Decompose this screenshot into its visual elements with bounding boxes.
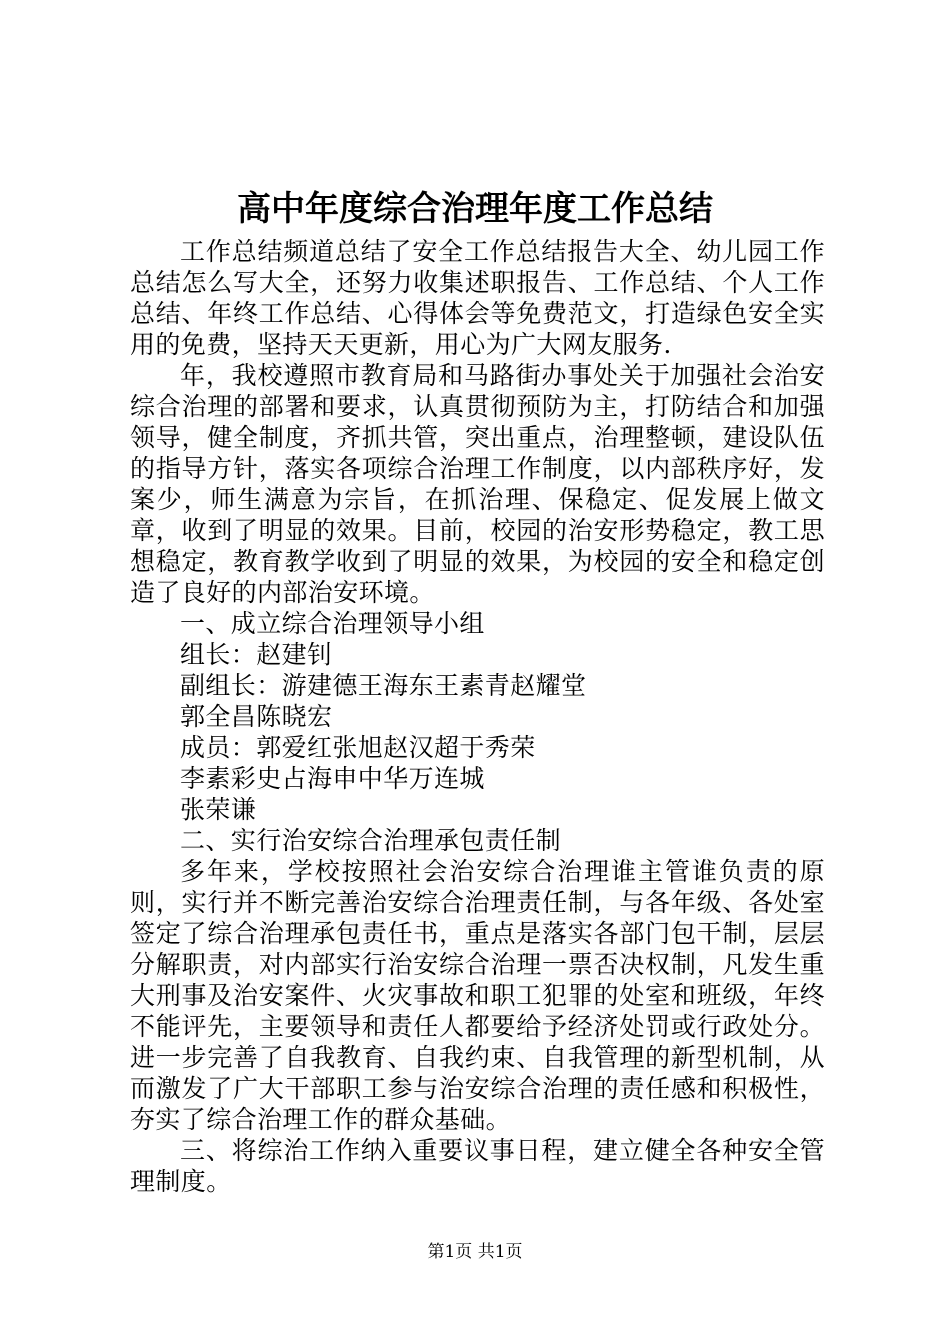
members-line: 成员：郭爱红张旭赵汉超于秀荣 — [180, 733, 536, 762]
members-continued-2: 张荣谦 — [180, 795, 257, 824]
page-footer: 第1页 共1页 — [427, 1242, 523, 1262]
deputy-leader-line: 副组长：游建德王海东王素青赵耀堂 — [180, 671, 587, 700]
section-heading-1: 一、成立综合治理领导小组 — [180, 609, 485, 638]
paragraph-responsibility: 多年来，学校按照社会治安综合治理谁主管谁负责的原则，实行并不断完善治安综合治理责任制，与各年级、各处室签定了综合治理承包责任书，重点是落实各部门包干制，层层分解职责，对内部实行治安综合治理一票否决权制，凡发生重大刑事及治安案件、火灾事故和职工犯罪的处室和班级，年终不能评先，主要领导和责任人都要给予经济处罚或行政处分。进一步完善了自我教育、自我约束、自我管理的新型机制，从而激发了广大干部职工参与治安综合治理的责任感和积极性，夯实了综合治理工作的群众基础。 — [130, 857, 825, 1134]
leader-line: 组长：赵建钊 — [180, 640, 333, 669]
document-title: 高中年度综合治理年度工作总结 — [237, 189, 713, 229]
section-heading-3: 三、将综治工作纳入重要议事日程，建立健全各种安全管理制度。 — [130, 1136, 825, 1196]
deputy-leader-continued: 郭全昌陈晓宏 — [180, 702, 333, 731]
paragraph-overview: 年，我校遵照市教育局和马路街办事处关于加强社会治安综合治理的部署和要求，认真贯彻预防为主，打防结合和加强领导，健全制度，齐抓共管，突出重点，治理整顿，建设队伍的指导方针，落实各项综合治理工作制度，以内部秩序好，发案少，师生满意为宗旨，在抓治理、保稳定、促发展上做文章，收到了明显的效果。目前，校园的治安形势稳定，教工思想稳定，教育教学收到了明显的效果，为校园的安全和稳定创造了良好的内部治安环境。 — [130, 361, 825, 607]
section-heading-2: 二、实行治安综合治理承包责任制 — [180, 826, 562, 855]
document-body — [130, 236, 825, 1197]
paragraph-intro: 工作总结频道总结了安全工作总结报告大全、幼儿园工作总结怎么写大全，还努力收集述职报告、工作总结、个人工作总结、年终工作总结、心得体会等免费范文，打造绿色安全实用的免费，坚持天天更新，用心为广大网友服务. — [130, 237, 825, 359]
members-continued-1: 李素彩史占海申中华万连城 — [180, 764, 485, 793]
